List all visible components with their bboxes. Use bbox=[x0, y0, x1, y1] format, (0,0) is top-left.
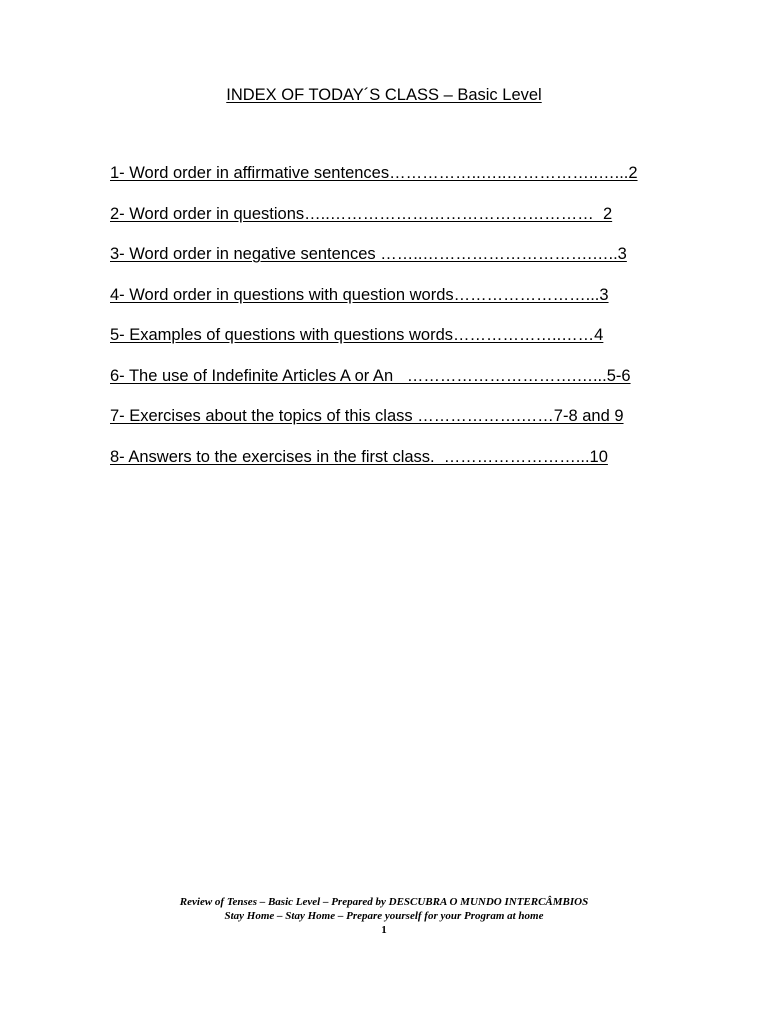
footer-line-2: Stay Home – Stay Home – Prepare yourself for your Program at home bbox=[224, 910, 544, 922]
toc-entry-7[interactable]: 7- Exercises about the topics of this class ……………….……7-8 and 9 bbox=[110, 407, 624, 425]
toc-entry-8[interactable]: 8- Answers to the exercises in the first class. ……………………...10 bbox=[110, 447, 608, 466]
toc-entry-1[interactable]: 1- Word order in affirmative sentences……………..…..……………..…...2 bbox=[110, 164, 638, 182]
toc-entry-6[interactable]: 6- The use of Indefinite Articles A or An ………………………….…...5-6 bbox=[110, 366, 631, 385]
page-number: 1 bbox=[381, 924, 387, 936]
toc-entry-3[interactable]: 3- Word order in negative sentences ……..………………………….…..3 bbox=[110, 245, 627, 263]
toc-entry-5[interactable]: 5- Examples of questions with questions words………………..……4 bbox=[110, 326, 604, 344]
table-of-contents bbox=[110, 163, 638, 487]
page-title: INDEX OF TODAY´S CLASS – Basic Level bbox=[226, 86, 542, 104]
toc-entry-2[interactable]: 2- Word order in questions…..………………………………………… 2 bbox=[110, 204, 613, 223]
toc-entry-4[interactable]: 4- Word order in questions with question words……………………...3 bbox=[110, 285, 609, 304]
footer-line-1: Review of Tenses – Basic Level – Prepared by DESCUBRA O MUNDO INTERCÂMBIOS bbox=[179, 896, 589, 908]
page-footer bbox=[0, 895, 768, 937]
